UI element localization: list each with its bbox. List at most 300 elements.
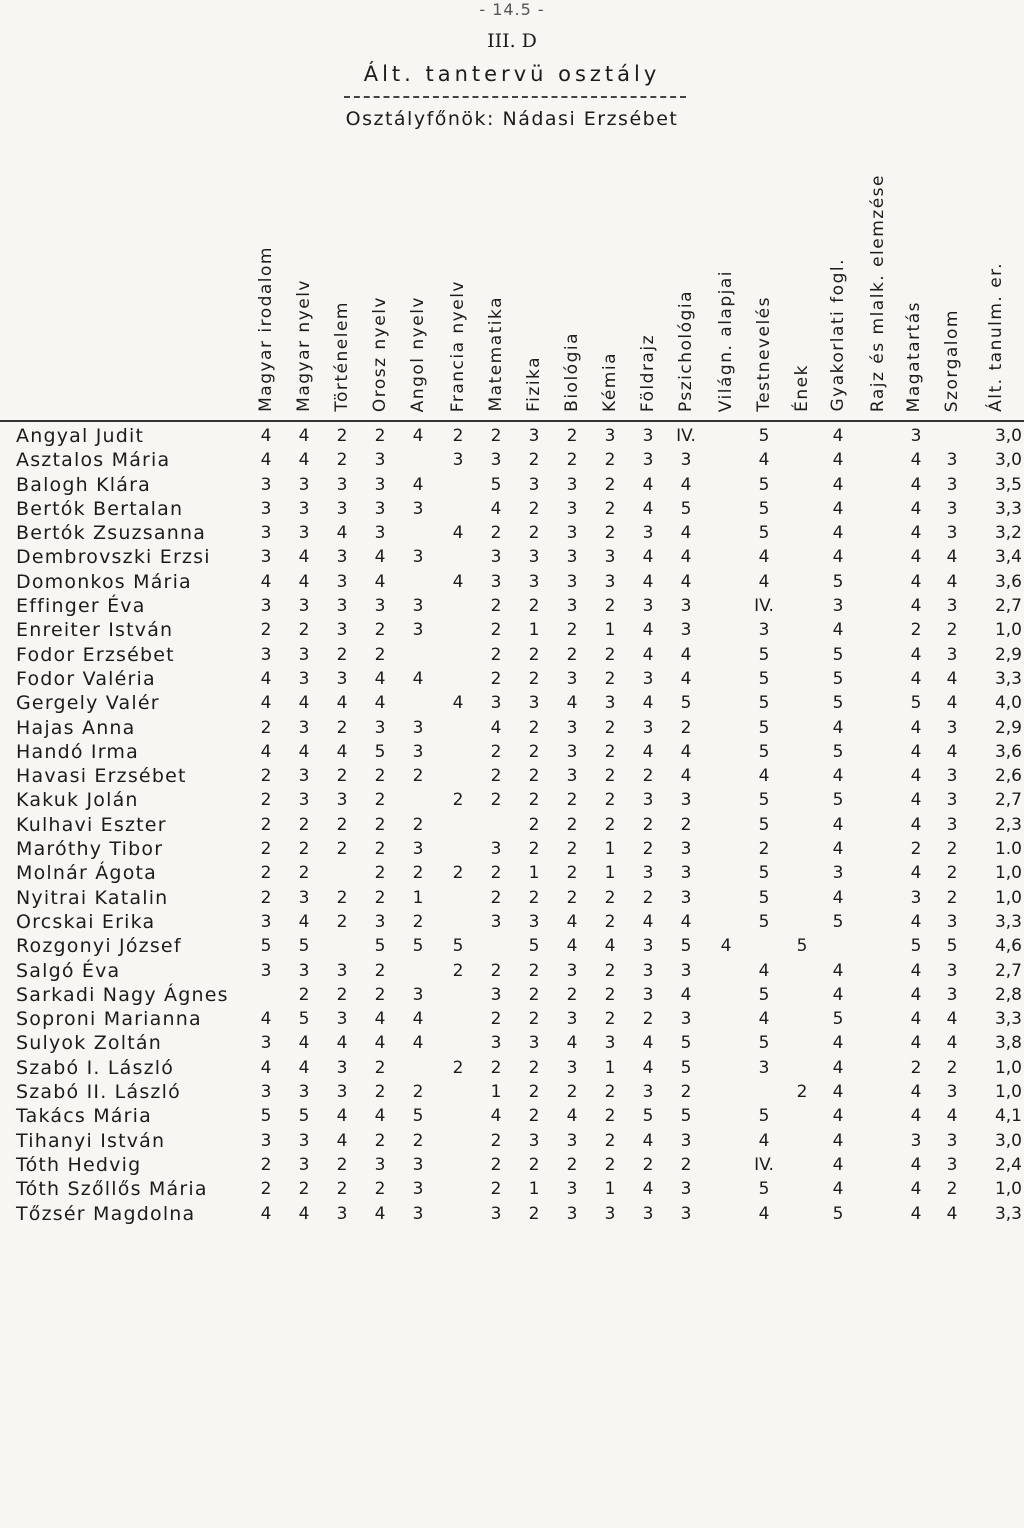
grade-cell: 4 [642, 547, 654, 568]
grade-cell: 2 [412, 814, 424, 835]
grade-cell: 5 [680, 498, 692, 519]
grade-cell: 4 [832, 887, 844, 908]
grade-cell: 3 [490, 911, 502, 932]
grade-cell: 3 [374, 596, 386, 617]
grade-cell: 4 [336, 741, 348, 762]
grade-cell: 3 [566, 766, 578, 787]
average-cell: 2,7 [994, 596, 1022, 617]
grade-cell: 5 [832, 668, 844, 689]
grade-cell: 3 [910, 426, 922, 446]
grade-cell: 4 [260, 1057, 272, 1078]
student-row [0, 716, 1024, 740]
average-cell: 3,0 [994, 450, 1022, 471]
grade-cell: 2 [758, 839, 770, 860]
grade-cell: 4 [680, 474, 692, 495]
grade-cell: 2 [528, 766, 540, 787]
grade-cell: 4 [566, 1106, 578, 1127]
student-row [0, 910, 1024, 934]
grade-cell: 2 [260, 1179, 272, 1200]
grade-cell: 1 [604, 620, 616, 641]
grade-cell: 3 [298, 474, 310, 495]
student-name: Asztalos Mária [16, 449, 171, 472]
student-row [0, 861, 1024, 885]
average-cell: 1,0 [994, 1179, 1022, 1200]
grade-cell: 4 [298, 1203, 310, 1224]
grade-cell: 4 [910, 960, 922, 981]
subject-header: Magyar irodalom [256, 246, 276, 412]
title-underline [344, 96, 686, 98]
grade-cell: 4 [758, 547, 770, 568]
grade-cell: 4 [680, 523, 692, 544]
grade-cell: 4 [642, 741, 654, 762]
grade-cell: 4 [374, 668, 386, 689]
grade-cell: 2 [642, 1009, 654, 1030]
student-name: Bertók Zsuzsanna [16, 522, 207, 545]
grade-cell: 3 [412, 984, 424, 1005]
grade-cell: 4 [604, 936, 616, 957]
grade-cell: 4 [336, 1106, 348, 1127]
grade-table [0, 424, 1024, 1226]
student-name: Tihanyi István [16, 1129, 166, 1152]
grade-cell: 3 [566, 1179, 578, 1200]
grade-cell: 2 [604, 1130, 616, 1151]
grade-cell: 5 [832, 790, 844, 811]
grade-cell: 3 [374, 474, 386, 495]
grade-cell: 2 [260, 1154, 272, 1175]
subject-header: Földrajz [638, 333, 658, 412]
grade-cell: 2 [604, 1009, 616, 1030]
grade-cell: 3 [604, 693, 616, 714]
grade-cell: 2 [336, 450, 348, 471]
average-cell: 2,7 [994, 790, 1022, 811]
grade-cell: 3 [946, 717, 958, 738]
grade-cell: 4 [832, 1154, 844, 1175]
grade-cell: 4 [910, 766, 922, 787]
header-rule [0, 420, 1024, 422]
grade-cell: 3 [260, 911, 272, 932]
grade-cell: 5 [758, 863, 770, 884]
grade-cell: 4 [910, 911, 922, 932]
grade-cell: 5 [260, 1106, 272, 1127]
grade-cell: 4 [374, 547, 386, 568]
grade-cell: 4 [260, 1009, 272, 1030]
student-row [0, 764, 1024, 788]
grade-cell: 3 [946, 644, 958, 665]
grade-cell: 3 [946, 474, 958, 495]
grade-cell: 4 [832, 450, 844, 471]
grade-cell: 2 [910, 1057, 922, 1078]
student-row [0, 1129, 1024, 1153]
grade-cell: 3 [566, 960, 578, 981]
grade-cell: 4 [910, 1033, 922, 1054]
grade-cell: 2 [946, 1179, 958, 1200]
grade-cell: 4 [260, 426, 272, 446]
grade-cell: 4 [910, 984, 922, 1005]
grade-cell: 2 [604, 960, 616, 981]
grade-cell: 4 [832, 1106, 844, 1127]
grade-cell: 2 [566, 790, 578, 811]
grade-cell: 5 [758, 984, 770, 1005]
grade-cell: 4 [680, 984, 692, 1005]
student-name: Takács Mária [16, 1105, 152, 1128]
grade-cell: 4 [832, 474, 844, 495]
grade-cell: 1 [604, 863, 616, 884]
grade-cell: 3 [642, 523, 654, 544]
grade-cell: 3 [566, 547, 578, 568]
grade-cell: 3 [642, 596, 654, 617]
grade-cell: 4 [452, 571, 464, 592]
grade-cell: 4 [260, 668, 272, 689]
grade-cell: 2 [336, 984, 348, 1005]
grade-cell: 3 [758, 1057, 770, 1078]
grade-cell: 3 [642, 936, 654, 957]
grade-cell: 3 [490, 1033, 502, 1054]
grade-cell: 4 [832, 1057, 844, 1078]
grade-cell: 3 [642, 717, 654, 738]
grade-cell: 2 [298, 839, 310, 860]
student-row [0, 1031, 1024, 1055]
subject-header: Testnevelés [754, 296, 774, 412]
grade-cell: 3 [946, 790, 958, 811]
grade-cell: 5 [758, 693, 770, 714]
grade-cell: 5 [946, 936, 958, 957]
grade-cell: 4 [680, 571, 692, 592]
grade-cell: 1 [604, 1057, 616, 1078]
grade-cell: 3 [680, 620, 692, 641]
grade-cell: 3 [260, 474, 272, 495]
grade-cell: 4 [910, 863, 922, 884]
grade-cell: 4 [374, 1106, 386, 1127]
subject-header: Rajz és mlalk. elemzése [868, 173, 888, 412]
subject-header: Történelem [332, 301, 352, 412]
grade-cell: 2 [528, 1009, 540, 1030]
grade-cell: 3 [566, 523, 578, 544]
student-row [0, 1007, 1024, 1031]
grade-cell: 4 [298, 571, 310, 592]
grade-cell: 5 [680, 936, 692, 957]
grade-cell: 5 [260, 936, 272, 957]
grade-cell: IV. [754, 1154, 774, 1175]
grade-cell: 2 [604, 474, 616, 495]
grade-cell: 2 [298, 1179, 310, 1200]
student-row [0, 424, 1024, 448]
grade-cell: 2 [566, 1082, 578, 1103]
grade-cell: 3 [260, 644, 272, 665]
grade-cell: 3 [680, 1130, 692, 1151]
grade-cell: 2 [452, 960, 464, 981]
grade-cell: 4 [680, 644, 692, 665]
grade-cell: 4 [566, 1033, 578, 1054]
grade-cell: 3 [336, 596, 348, 617]
grade-cell: 3 [490, 571, 502, 592]
grade-cell: 5 [910, 693, 922, 714]
grade-cell: 2 [336, 1179, 348, 1200]
grade-cell: 4 [260, 450, 272, 471]
average-cell: 2,4 [994, 1154, 1022, 1175]
grade-cell: 2 [336, 1154, 348, 1175]
grade-cell: 3 [528, 1033, 540, 1054]
grade-cell: 4 [680, 741, 692, 762]
grade-cell: 2 [566, 1154, 578, 1175]
average-cell: 1,0 [994, 620, 1022, 641]
grade-cell: 4 [374, 1203, 386, 1224]
student-name: Soproni Marianna [16, 1008, 202, 1031]
grade-cell: 2 [528, 498, 540, 519]
grade-cell: 5 [832, 693, 844, 714]
grade-cell: 3 [336, 547, 348, 568]
subject-header: Fizika [524, 356, 544, 412]
grade-cell: 2 [452, 426, 464, 446]
grade-cell: 3 [946, 450, 958, 471]
grade-cell: 3 [374, 1154, 386, 1175]
grade-cell: 5 [832, 741, 844, 762]
grade-cell: 3 [412, 741, 424, 762]
grade-cell: 3 [910, 887, 922, 908]
grade-cell: 3 [946, 960, 958, 981]
average-cell: 2,9 [994, 644, 1022, 665]
grade-cell: 3 [642, 1203, 654, 1224]
grade-cell: 3 [604, 571, 616, 592]
subject-header: Világn. alapjai [716, 269, 736, 412]
grade-cell: 3 [946, 814, 958, 835]
student-name: Nyitrai Katalin [16, 886, 169, 909]
grade-cell: 3 [412, 839, 424, 860]
grade-cell: 4 [374, 693, 386, 714]
grade-cell: 2 [490, 523, 502, 544]
student-row [0, 740, 1024, 764]
grade-cell: 4 [642, 1179, 654, 1200]
grade-cell: 4 [642, 693, 654, 714]
grade-cell: 2 [566, 984, 578, 1005]
grade-cell: 4 [260, 571, 272, 592]
grade-cell: 2 [336, 814, 348, 835]
average-cell: 2,9 [994, 717, 1022, 738]
grade-cell: 2 [604, 766, 616, 787]
grade-cell: 5 [374, 936, 386, 957]
grade-cell: 5 [642, 1106, 654, 1127]
grade-cell: 4 [642, 571, 654, 592]
grade-cell: 3 [566, 571, 578, 592]
student-row [0, 448, 1024, 472]
grade-cell: 3 [566, 596, 578, 617]
grade-cell: 3 [566, 498, 578, 519]
average-cell: 1,0 [994, 887, 1022, 908]
grade-cell: 3 [374, 450, 386, 471]
grade-cell: 2 [604, 717, 616, 738]
grade-cell: 3 [260, 596, 272, 617]
grade-cell: 3 [412, 1154, 424, 1175]
student-row [0, 1056, 1024, 1080]
grade-cell: 2 [374, 839, 386, 860]
class-teacher: Osztályfőnök: Nádasi Erzsébet [345, 108, 679, 130]
grade-cell: 4 [758, 1130, 770, 1151]
subject-header: Angol nyelv [408, 295, 428, 412]
grade-cell: 5 [412, 936, 424, 957]
grade-cell: 4 [910, 1179, 922, 1200]
grade-cell: 2 [528, 839, 540, 860]
average-cell: 3,3 [994, 1203, 1022, 1224]
grade-cell: 3 [642, 450, 654, 471]
grade-cell: 5 [680, 693, 692, 714]
grade-cell: IV. [754, 596, 774, 617]
grade-cell: 4 [298, 1057, 310, 1078]
grade-cell: 3 [298, 790, 310, 811]
grade-cell: 5 [758, 644, 770, 665]
grade-cell: 4 [910, 450, 922, 471]
grade-cell: 2 [374, 887, 386, 908]
grade-cell: 5 [452, 936, 464, 957]
grade-cell: 3 [680, 450, 692, 471]
grade-cell: 4 [412, 426, 424, 446]
grade-cell: 2 [566, 644, 578, 665]
grade-cell: 4 [452, 693, 464, 714]
grade-cell: 3 [490, 693, 502, 714]
grade-cell: 2 [604, 911, 616, 932]
grade-cell: 3 [452, 450, 464, 471]
grade-cell: 3 [412, 1179, 424, 1200]
grade-cell: 2 [490, 596, 502, 617]
grade-cell: 2 [336, 839, 348, 860]
subject-header: Gyakorlati fogl. [828, 258, 848, 412]
student-name: Gergely Valér [16, 692, 160, 715]
grade-cell: 2 [566, 839, 578, 860]
grade-cell: 2 [604, 790, 616, 811]
grade-cell: 4 [946, 1033, 958, 1054]
grade-cell: 2 [412, 863, 424, 884]
grade-cell: 2 [910, 620, 922, 641]
student-row [0, 691, 1024, 715]
student-name: Tóth Hedvig [16, 1153, 142, 1176]
grade-cell: 3 [832, 596, 844, 617]
grade-cell: 4 [642, 1130, 654, 1151]
grade-cell: 1 [412, 887, 424, 908]
grade-cell: 3 [604, 1203, 616, 1224]
grade-cell: 3 [566, 741, 578, 762]
grade-cell: 4 [374, 571, 386, 592]
grade-cell: 4 [374, 1033, 386, 1054]
grade-cell: 3 [642, 863, 654, 884]
student-name: Kulhavi Eszter [16, 813, 167, 836]
grade-cell: 2 [642, 766, 654, 787]
grade-cell: 2 [412, 1082, 424, 1103]
grade-cell: 2 [260, 790, 272, 811]
grade-cell: 3 [642, 426, 654, 446]
grade-cell: 5 [832, 1009, 844, 1030]
grade-cell: 2 [946, 620, 958, 641]
grade-cell: 2 [566, 450, 578, 471]
grade-cell: 2 [374, 790, 386, 811]
grade-cell: 4 [336, 1130, 348, 1151]
grade-cell: 2 [604, 1082, 616, 1103]
average-cell: 2,8 [994, 984, 1022, 1005]
grade-cell: 5 [298, 1009, 310, 1030]
grade-cell: 3 [528, 1130, 540, 1151]
grade-cell: 2 [374, 620, 386, 641]
grade-cell: 3 [412, 498, 424, 519]
grade-cell: 4 [642, 498, 654, 519]
grade-cell: 2 [336, 911, 348, 932]
grade-cell: 3 [336, 668, 348, 689]
grade-cell: 2 [566, 814, 578, 835]
grade-cell: 3 [298, 717, 310, 738]
grade-cell: 3 [946, 1082, 958, 1103]
grade-cell: 3 [604, 426, 616, 446]
student-name: Effinger Éva [16, 595, 146, 618]
grade-cell: 3 [642, 668, 654, 689]
grade-cell: 2 [490, 644, 502, 665]
grade-cell: 2 [374, 1082, 386, 1103]
grade-cell: 3 [336, 1082, 348, 1103]
grade-cell: 4 [910, 790, 922, 811]
grade-cell: 2 [490, 1179, 502, 1200]
student-name: Angyal Judit [16, 425, 145, 447]
grade-cell: 3 [374, 717, 386, 738]
grade-cell: 4 [298, 741, 310, 762]
grade-cell: 4 [946, 693, 958, 714]
grade-cell: 3 [298, 1154, 310, 1175]
grade-cell: 3 [642, 790, 654, 811]
class-title: Ált. tantervü osztály [363, 62, 661, 86]
grade-cell: 4 [758, 1203, 770, 1224]
student-row [0, 667, 1024, 691]
student-name: Salgó Éva [16, 959, 121, 982]
average-cell: 3,2 [994, 523, 1022, 544]
student-name: Szabó I. László [16, 1056, 175, 1079]
student-name: Maróthy Tibor [16, 838, 164, 861]
student-row [0, 934, 1024, 958]
grade-cell: 3 [566, 1203, 578, 1224]
grade-cell: 5 [758, 717, 770, 738]
student-row [0, 886, 1024, 910]
grade-cell: 2 [566, 426, 578, 446]
grade-cell: 4 [946, 1106, 958, 1127]
grade-cell: 4 [680, 547, 692, 568]
student-row [0, 1080, 1024, 1104]
student-name: Kakuk Jolán [16, 789, 139, 812]
grade-cell: 3 [298, 766, 310, 787]
grade-cell: 2 [604, 596, 616, 617]
grade-cell: 2 [452, 863, 464, 884]
grade-cell: 3 [680, 960, 692, 981]
grade-cell: 2 [374, 1130, 386, 1151]
average-cell: 3,6 [994, 571, 1022, 592]
grade-cell: 3 [412, 717, 424, 738]
subject-header: Ált. tanulm. er. [986, 262, 1006, 412]
grade-cell: 4 [910, 474, 922, 495]
student-name: Szabó II. László [16, 1081, 181, 1104]
grade-cell: 5 [758, 498, 770, 519]
grade-cell: 3 [490, 450, 502, 471]
grade-cell: 2 [374, 1179, 386, 1200]
grade-cell: 3 [490, 1203, 502, 1224]
grade-cell: 4 [758, 571, 770, 592]
grade-cell: 4 [490, 498, 502, 519]
grade-cell: 3 [566, 717, 578, 738]
grade-cell: 4 [260, 1203, 272, 1224]
grade-cell: 2 [298, 620, 310, 641]
grade-cell: 4 [832, 1179, 844, 1200]
grade-cell: 5 [680, 1106, 692, 1127]
grade-cell: 3 [336, 498, 348, 519]
grade-cell: 4 [910, 1009, 922, 1030]
grade-cell: 3 [336, 571, 348, 592]
grade-cell: 4 [642, 911, 654, 932]
student-row [0, 594, 1024, 618]
grade-cell: 2 [490, 620, 502, 641]
grade-cell: 3 [680, 596, 692, 617]
grade-cell: 2 [490, 1009, 502, 1030]
grade-cell: 2 [604, 887, 616, 908]
